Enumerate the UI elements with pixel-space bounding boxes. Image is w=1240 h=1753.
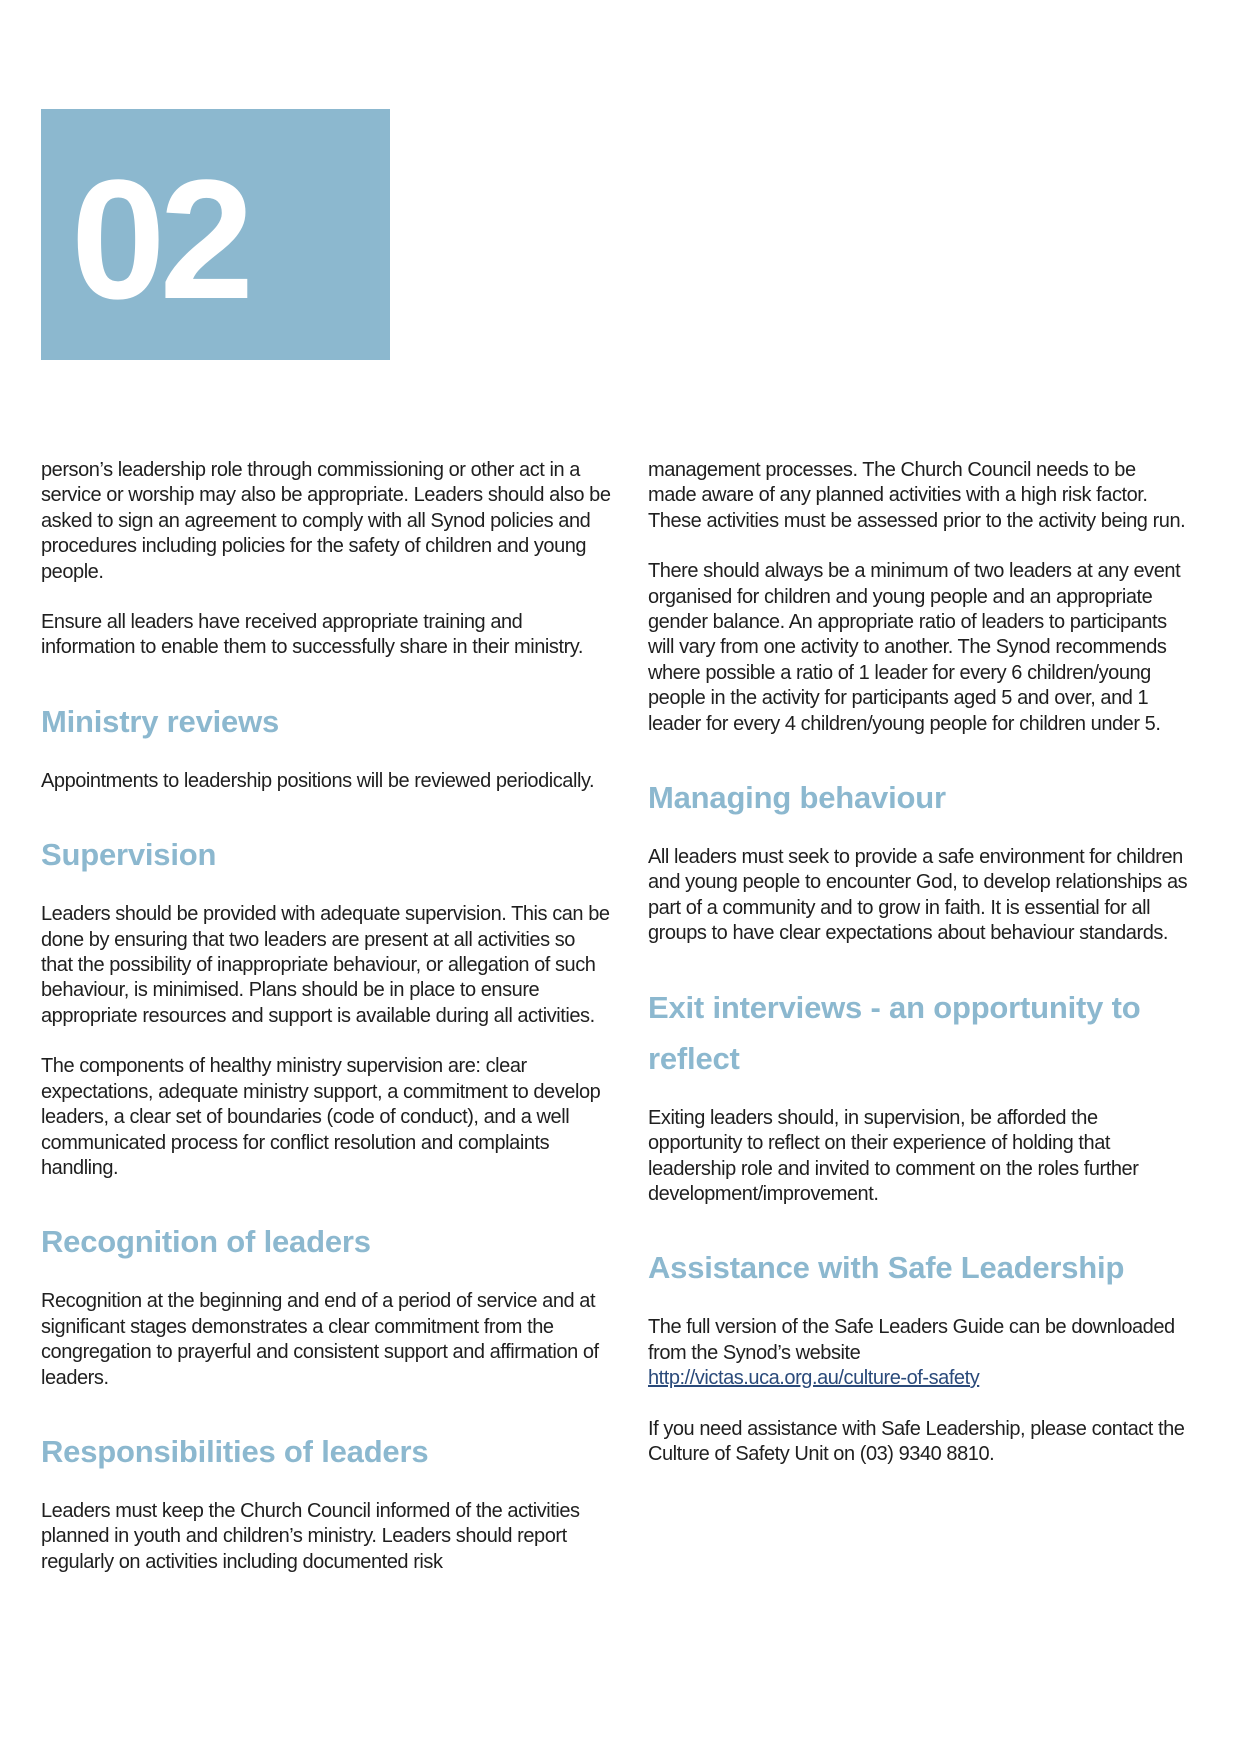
heading-responsibilities-of-leaders: Responsibilities of leaders bbox=[41, 1433, 429, 1469]
chapter-number: 02 bbox=[71, 145, 249, 335]
right-column bbox=[648, 458, 1188, 1492]
continued-paragraph: management processes. The Church Council needs to be made aware of any planned activities with a high risk factor. These activities must be assessed prior to the activity being run. bbox=[648, 459, 1186, 532]
left-column bbox=[41, 458, 611, 1600]
exit-interviews-paragraph: Exiting leaders should, in supervision, be afforded the opportunity to reflect on their experience of holding that leadership role and invited to comment on the roles further development/improvement. bbox=[648, 1106, 1139, 1205]
ministry-reviews-paragraph: Appointments to leadership positions will be reviewed periodically. bbox=[41, 769, 595, 792]
recognition-paragraph: Recognition at the beginning and end of a period of service and at significant stages demonstrates a clear commitment from the congregation to prayerful and consistent support and affirmation of leaders. bbox=[41, 1290, 599, 1389]
chapter-number-block bbox=[41, 109, 390, 360]
assistance-paragraph-2: If you need assistance with Safe Leadership, please contact the Culture of Safety Unit on (03) 9340 8810. bbox=[648, 1417, 1185, 1465]
assistance-paragraph-1 bbox=[648, 1315, 1188, 1391]
managing-behaviour-paragraph: All leaders must seek to provide a safe environment for children and young people to encounter God, to develop relationships as part of a community and to grow in faith. It is essential for all groups to have clear expectations about behaviour standards. bbox=[648, 846, 1188, 945]
intro-paragraph-2: Ensure all leaders have received appropriate training and information to enable them to successfully share in their ministry. bbox=[41, 611, 583, 659]
intro-paragraph-1: person’s leadership role through commissioning or other act in a service or worship may also be appropriate. Leaders should also be asked to sign an agreement to comply with all Synod policies and procedures including policies for the safety of children and young people. bbox=[41, 459, 611, 583]
heading-managing-behaviour: Managing behaviour bbox=[648, 780, 946, 816]
supervision-paragraph-2: The components of healthy ministry supervision are: clear expectations, adequate ministry support, a commitment to develop leaders, a clear set of boundaries (code of conduct), and a well communicated process for conflict resolution and complaints handling. bbox=[41, 1055, 601, 1179]
heading-recognition-of-leaders: Recognition of leaders bbox=[41, 1224, 371, 1260]
heading-ministry-reviews: Ministry reviews bbox=[41, 703, 280, 739]
supervision-paragraph-1: Leaders should be provided with adequate supervision. This can be done by ensuring that two leaders are present at all activities so that the possibility of inappropriate behaviour, or allegation of such behaviour, is minimised. Plans should be in place to ensure appropriate resources and support is available during all activities. bbox=[41, 903, 610, 1027]
heading-assistance: Assistance with Safe Leadership bbox=[648, 1250, 1125, 1286]
assistance-text: The full version of the Safe Leaders Guide can be downloaded from the Synod’s website bbox=[648, 1316, 1175, 1364]
heading-exit-interviews: Exit interviews - an opportunity to reflect bbox=[648, 989, 1141, 1076]
culture-of-safety-link[interactable]: http://victas.uca.org.au/culture-of-safety bbox=[648, 1367, 980, 1390]
ratio-paragraph: There should always be a minimum of two leaders at any event organised for children and young people and an appropriate gender balance. An appropriate ratio of leaders to participants will vary from one activity to another. The Synod recommends where possible a ratio of 1 leader for every 6 children/young people in the activity for participants aged 5 and over, and 1 leader for every 4 children/young people for children under 5. bbox=[648, 560, 1181, 735]
responsibilities-paragraph: Leaders must keep the Church Council informed of the activities planned in youth and children’s ministry. Leaders should report regularly on activities including documented risk bbox=[41, 1499, 580, 1573]
heading-supervision: Supervision bbox=[41, 837, 217, 873]
